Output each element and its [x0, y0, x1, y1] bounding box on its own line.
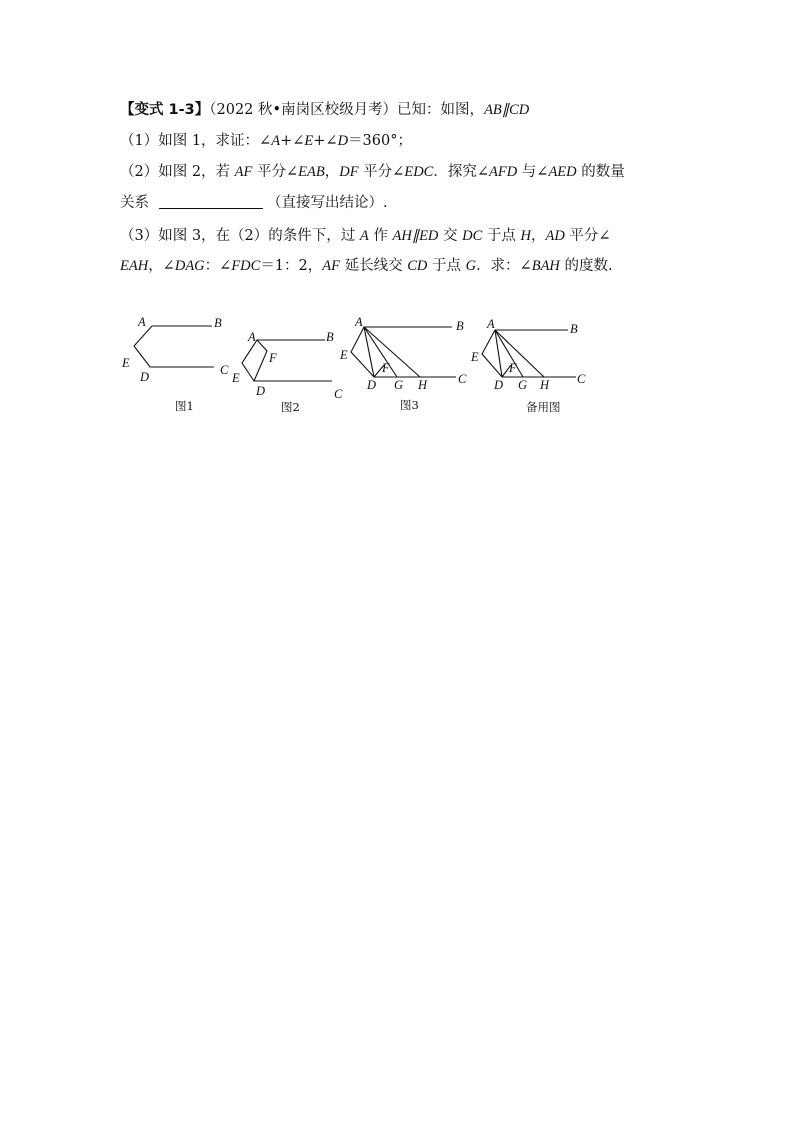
angle-eab: EAB — [298, 164, 325, 180]
text: 的数量 — [576, 164, 625, 180]
fig4-caption: 备用图 — [526, 400, 561, 414]
fig4-line-ah — [495, 330, 544, 377]
fig2-label-b: B — [326, 330, 334, 344]
figure-spare — [470, 317, 586, 414]
fig2-label-d: D — [256, 384, 266, 398]
part2-text-line2 — [120, 193, 388, 213]
part1-text — [120, 131, 412, 151]
text: 平分∠ — [358, 164, 405, 180]
text: ， — [324, 164, 340, 180]
text: （直接写出结论）. — [267, 195, 388, 211]
fig2-caption: 图2 — [281, 400, 300, 414]
angle-d: D — [337, 133, 349, 149]
fig4-label-d: D — [494, 378, 504, 392]
part1-suffix: ＝360°； — [348, 133, 412, 149]
point-g: G — [465, 258, 477, 274]
fig3-label-c: C — [458, 372, 467, 386]
given-condition: AB∥CD — [484, 102, 530, 118]
part1-prefix: （1）如图 1，求证：∠ — [120, 133, 272, 149]
angle-bah: BAH — [531, 258, 560, 274]
line-cd: CD — [407, 258, 428, 274]
fig1-label-a: A — [138, 315, 146, 329]
part3-text-line2 — [120, 256, 613, 276]
text: 交 — [438, 228, 463, 244]
part3-prefix: （3）如图 3，在（2）的条件下，过 — [120, 228, 360, 244]
angle-edc: EDC — [404, 164, 434, 180]
fig4-label-a: A — [487, 317, 495, 331]
text: ＝1：2， — [260, 258, 323, 274]
plus: +∠ — [280, 133, 305, 149]
fig3-label-g: G — [394, 378, 404, 392]
plus: +∠ — [313, 133, 338, 149]
angle-aed: AED — [548, 164, 577, 180]
problem-tag: 【变式 1-3】 — [120, 102, 210, 118]
problem-source: （2022 秋•南岗区校级月考）已知：如图， — [209, 102, 485, 118]
text: ：∠ — [204, 258, 232, 274]
text: 的度数. — [559, 258, 613, 274]
fig1-caption: 图1 — [175, 399, 194, 413]
figure-3 — [339, 315, 467, 412]
fig3-label-a: A — [355, 315, 363, 329]
fig3-label-f: F — [382, 361, 390, 375]
fig2-label-a: A — [248, 330, 256, 344]
figure-2 — [231, 330, 343, 414]
line-dc: DC — [462, 228, 483, 244]
problem-header — [120, 100, 529, 120]
text: ， — [530, 228, 546, 244]
angle-dag: DAG — [174, 258, 205, 274]
figure-1 — [121, 315, 229, 413]
fig1-label-c: C — [220, 363, 229, 377]
fig2-label-e: E — [232, 371, 240, 385]
angle-fdc: FDC — [231, 258, 261, 274]
fig4-label-h: H — [540, 378, 550, 392]
geometry-figures — [110, 308, 600, 423]
part2-text — [120, 162, 625, 182]
fig1-shape — [134, 326, 214, 367]
fig3-label-e: E — [340, 348, 348, 362]
text: 作 — [368, 228, 393, 244]
fig1-label-d: D — [140, 370, 150, 384]
text: ．探究∠ — [433, 164, 489, 180]
text: 与∠ — [517, 164, 549, 180]
text: ，∠ — [148, 258, 175, 274]
fig3-caption: 图3 — [400, 398, 419, 412]
fig4-label-b: B — [570, 322, 578, 336]
text: 平分∠ — [252, 164, 299, 180]
fig2-shape — [242, 340, 332, 381]
text: 延长线交 — [339, 258, 408, 274]
fig4-label-f: F — [509, 361, 517, 375]
fig1-label-e: E — [122, 356, 130, 370]
point-a: A — [359, 228, 369, 244]
angle-eah: EAH — [120, 258, 149, 274]
segment-af: AF — [234, 164, 253, 180]
angle-e: E — [304, 133, 314, 149]
fig3-shape — [351, 327, 456, 377]
segment-af: AF — [322, 258, 340, 274]
point-h: H — [520, 228, 531, 244]
text: 于点 — [482, 228, 521, 244]
answer-blank[interactable] — [159, 194, 263, 209]
fig4-label-c: C — [577, 372, 586, 386]
fig3-label-h: H — [418, 378, 428, 392]
ah-parallel-ed: AH∥ED — [392, 228, 439, 244]
fig2-label-c: C — [334, 387, 343, 401]
fig2-label-f: F — [269, 351, 277, 365]
text: 平分∠ — [564, 228, 611, 244]
part2-prefix: （2）如图 2，若 — [120, 164, 235, 180]
segment-ad: AD — [545, 228, 565, 244]
fig1-label-b: B — [214, 316, 222, 330]
text: 于点 — [427, 258, 466, 274]
part3-text — [120, 226, 611, 246]
text: ．求：∠ — [476, 258, 532, 274]
fig3-label-b: B — [456, 319, 464, 333]
angle-a: A — [271, 133, 281, 149]
text: 关系 — [120, 195, 149, 211]
fig2-bisectors — [254, 340, 267, 381]
segment-df: DF — [339, 164, 359, 180]
fig4-label-g: G — [518, 378, 528, 392]
fig3-label-d: D — [367, 378, 377, 392]
fig4-label-e: E — [471, 350, 479, 364]
angle-afd: AFD — [489, 164, 518, 180]
